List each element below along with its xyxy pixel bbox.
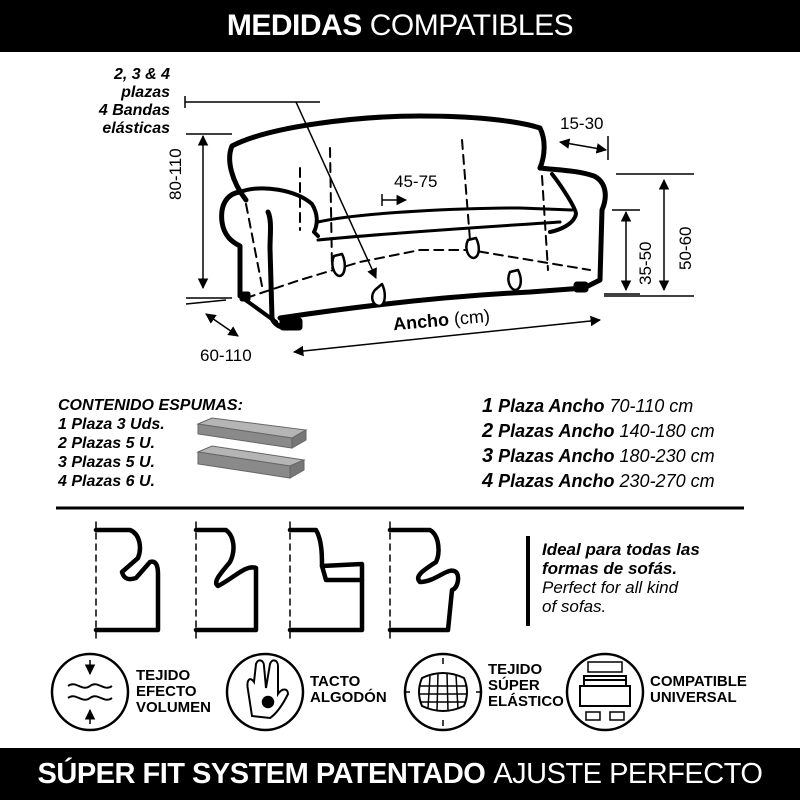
width-row-range: 140-180 cm xyxy=(619,421,715,441)
feature-stretch-fabric xyxy=(488,662,564,710)
width-row-label: Plazas Ancho xyxy=(498,421,615,441)
width-row xyxy=(482,469,715,494)
width-row-num: 3 xyxy=(482,445,494,467)
width-table xyxy=(482,394,715,494)
header-title-light: COMPATIBLES xyxy=(369,9,574,42)
foam-item: 2 Plazas 5 U. xyxy=(58,435,155,452)
foam-item: 3 Plazas 5 U. xyxy=(58,454,155,471)
width-row xyxy=(482,419,715,444)
universal-sofa-icon xyxy=(567,654,643,730)
cotton-touch-icon xyxy=(227,654,303,730)
feature-line: UNIVERSAL xyxy=(650,689,737,706)
feature-cotton-touch xyxy=(310,674,387,706)
shapes-es-line: Ideal para todas las xyxy=(542,540,700,559)
shapes-en-line: Perfect for all kind xyxy=(542,578,679,597)
width-row-range: 70-110 cm xyxy=(609,396,694,416)
depth-label: 60-110 xyxy=(200,346,252,365)
arm-height-label: 35-50 xyxy=(636,241,655,285)
feature-line: TEJIDO xyxy=(488,661,543,678)
note-line: elásticas xyxy=(102,120,170,137)
sofa-drawing xyxy=(222,116,606,330)
feature-line: TEJIDO xyxy=(136,667,191,684)
footer-title-bold: SÚPER FIT SYSTEM PATENTADO xyxy=(37,757,486,790)
footer-title-light: AJUSTE PERFECTO xyxy=(493,757,763,790)
feature-fabric-volume xyxy=(136,668,211,716)
feature-line: SÚPER xyxy=(488,677,540,694)
feature-line: COMPATIBLE xyxy=(650,673,747,690)
arm-shape-scroll xyxy=(196,522,256,642)
width-row-label: Plazas Ancho xyxy=(498,471,615,491)
arm-width-label: 15-30 xyxy=(560,114,604,133)
arm-shapes xyxy=(96,522,458,642)
shapes-description xyxy=(542,540,700,616)
width-row-label: Plazas Ancho xyxy=(498,446,615,466)
fabric-volume-icon xyxy=(52,654,128,730)
foam-item: 4 Plazas 6 U. xyxy=(58,473,155,490)
width-row-num: 2 xyxy=(482,420,494,442)
footer-band xyxy=(0,748,800,800)
header-title-bold: MEDIDAS xyxy=(226,9,362,42)
coverage-note xyxy=(99,66,170,138)
arm-shape-flared xyxy=(390,522,458,642)
feature-line: VOLUMEN xyxy=(136,699,211,716)
shapes-en-line: of sofas. xyxy=(542,597,607,616)
note-line: 2, 3 & 4 xyxy=(113,66,170,83)
width-label-unit: (cm) xyxy=(453,305,491,329)
width-row-num: 1 xyxy=(482,395,494,417)
feature-line: ALGODÓN xyxy=(310,689,387,706)
arm-shape-rounded xyxy=(96,522,158,642)
seat-height-label: 50-60 xyxy=(676,226,695,270)
feature-line: TACTO xyxy=(310,673,361,690)
shapes-es-line: formas de sofás. xyxy=(542,559,678,578)
width-row xyxy=(482,444,715,469)
seat-depth-label: 45-75 xyxy=(394,172,438,191)
arm-shape-square xyxy=(290,522,362,642)
feature-line: EFECTO xyxy=(136,683,197,700)
width-row xyxy=(482,394,715,419)
width-row-label: Plaza Ancho xyxy=(498,396,605,416)
note-line: 4 Bandas xyxy=(98,102,170,119)
feature-line: ELÁSTICO xyxy=(488,693,564,710)
width-row-num: 4 xyxy=(482,470,494,492)
width-row-range: 230-270 cm xyxy=(619,471,715,491)
foam-item: 1 Plaza 3 Uds. xyxy=(58,416,165,433)
stretch-fabric-icon xyxy=(404,654,482,730)
width-label-bold: Ancho xyxy=(392,309,450,335)
foam-title: CONTENIDO ESPUMAS: xyxy=(58,397,243,414)
note-line: plazas xyxy=(121,84,170,101)
height-label: 80-110 xyxy=(166,148,185,200)
feature-universal xyxy=(650,674,747,706)
foam-contents xyxy=(58,396,243,491)
width-row-range: 180-230 cm xyxy=(619,446,715,466)
